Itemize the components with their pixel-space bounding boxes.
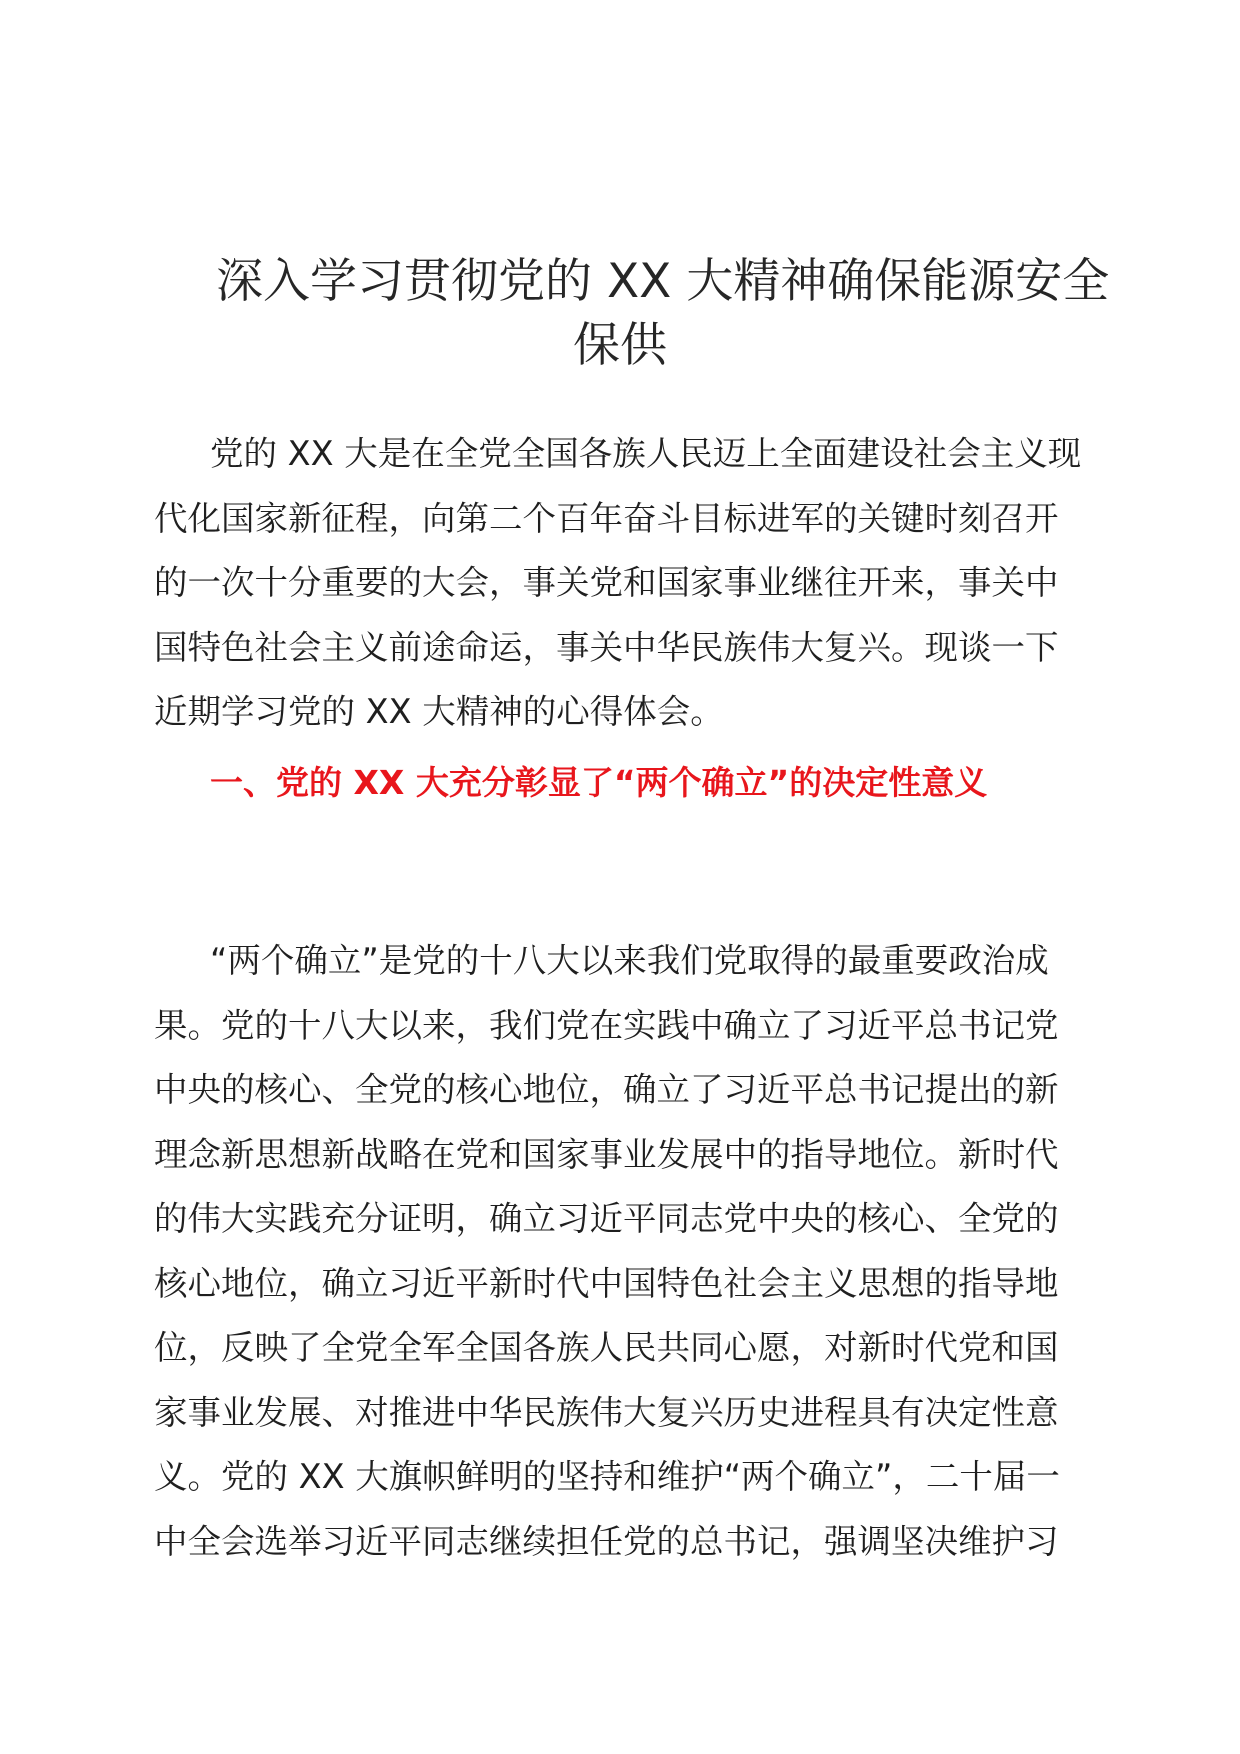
paragraph-line: 的一次十分重要的大会，事关党和国家事业继往开来，事关中 [154, 563, 1059, 602]
title-line: 深入学习贯彻党的 XX 大精神确保能源安全 [216, 254, 1110, 309]
paragraph-line: 中央的核心、全党的核心地位，确立了习近平总书记提出的新 [154, 1070, 1059, 1109]
paragraph-line: 义。党的 XX 大旗帜鲜明的坚持和维护“两个确立”，二十届一 [154, 1457, 1060, 1496]
paragraph-line: “两个确立”是党的十八大以来我们党取得的最重要政治成 [210, 941, 1049, 980]
paragraph-line: 的伟大实践充分证明，确立习近平同志党中央的核心、全党的 [154, 1199, 1059, 1238]
paragraph-line: 理念新思想新战略在党和国家事业发展中的指导地位。新时代 [154, 1134, 1059, 1174]
paragraph-line: 代化国家新征程，向第二个百年奋斗目标进军的关键时刻召开 [154, 498, 1059, 538]
paragraph-line: 近期学习党的 XX 大精神的心得体会。 [154, 692, 724, 731]
section-heading: 一、党的 XX 大充分彰显了“两个确立”的决定性意义 [210, 763, 988, 802]
paragraph-line: 果。党的十八大以来，我们党在实践中确立了习近平总书记党 [154, 1005, 1059, 1045]
paragraph-line: 党的 XX 大是在全党全国各族人民迈上全面建设社会主义现 [210, 434, 1082, 473]
paragraph-line: 核心地位，确立习近平新时代中国特色社会主义思想的指导地 [154, 1263, 1059, 1303]
paragraph-line: 中全会选举习近平同志继续担任党的总书记，强调坚决维护习 [154, 1521, 1059, 1561]
paragraph-line: 国特色社会主义前途命运，事关中华民族伟大复兴。现谈一下 [154, 627, 1059, 667]
paragraph-line: 家事业发展、对推进中华民族伟大复兴历史进程具有决定性意 [154, 1392, 1059, 1432]
intro-paragraph [154, 422, 1094, 745]
document-title [150, 250, 1110, 378]
paragraph-line: 位，反映了全党全军全国各族人民共同心愿，对新时代党和国 [154, 1328, 1059, 1367]
section-paragraph [154, 929, 1094, 1574]
title-line: 保供 [573, 318, 667, 373]
